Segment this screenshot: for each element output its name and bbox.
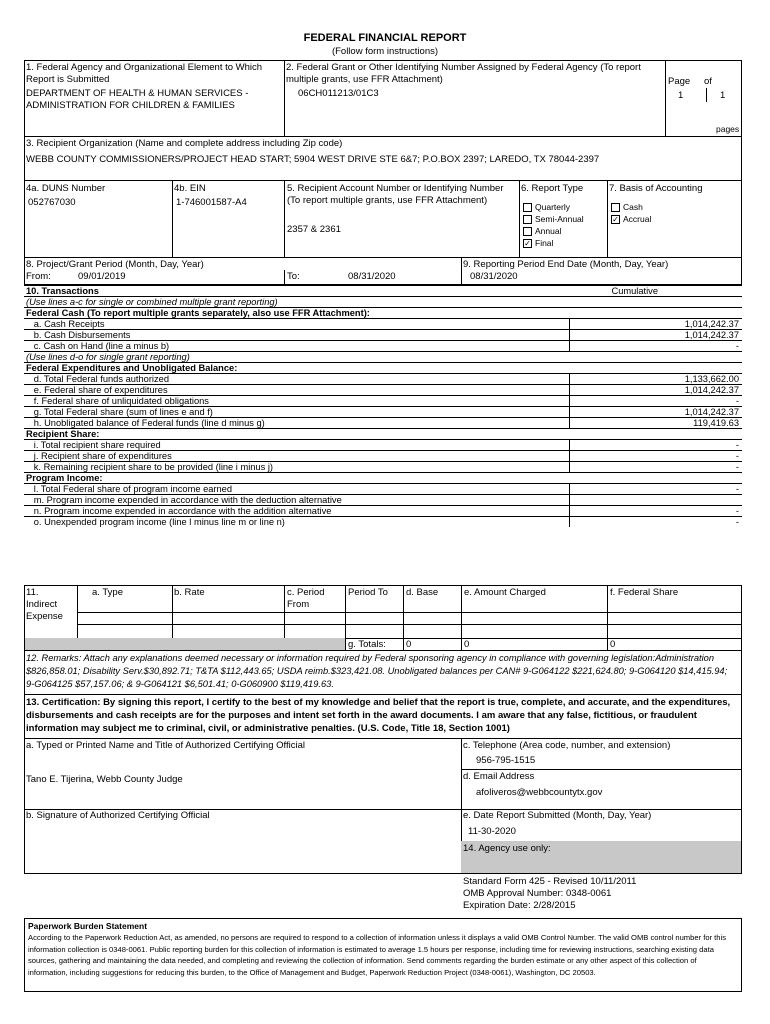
transaction-row (24, 296, 742, 307)
reporting-end-value[interactable]: 08/31/2020 (470, 271, 518, 282)
remarks-text[interactable]: 12. Remarks: Attach any explanations deemed necessary or information required by Federal sponsoring agency in compliance with governing legislation:Administration $826,858.01; Disability Serv.$30,892.71; T&TA $112,443.65; USDA reimb.$323,421.08. Unobligated balances per CAN# 9-G064122 $221,624.80; 9-G064120 $14,415.94; 9-G064125 $57,157.06; & 9-G064121 $6,501.41; 0-G060900 $119,419.63. (26, 653, 728, 689)
basis-cash[interactable]: Cash (611, 201, 651, 213)
transaction-row (24, 406, 742, 417)
transactions-header: 10. Transactions Cumulative (24, 285, 742, 296)
box1-value[interactable]: DEPARTMENT OF HEALTH & HUMAN SERVICES - ADMINISTRATION FOR CHILDREN & FAMILIES (26, 88, 249, 111)
email-label: d. Email Address (463, 771, 535, 782)
certification-text: 13. Certification: By signing this report, I certify to the best of my knowledge and belief that the report is true, complete, and accurate, and the expenditures, disbursements and cash receipts are for the purposes and intent set forth in the award documents. I am aware that any false, fictitious, or fraudulent information may subject me to criminal, civil, or administrative penalties. (U.S. Code, Title 18, Section 1001) (26, 697, 731, 734)
signature-label: b. Signature of Authorized Certifying Official (26, 810, 210, 821)
reporting-end-label: 9. Reporting Period End Date (Month, Day, Year) (463, 259, 669, 270)
transaction-label: Federal Expenditures and Unobligated Balance: (26, 363, 238, 373)
duns-label: 4a. DUNS Number (26, 183, 106, 194)
transaction-row (24, 494, 742, 505)
transaction-row (24, 318, 742, 329)
transaction-value[interactable]: - (735, 517, 739, 527)
transaction-label: k. Remaining recipient share to be provided (line i minus j) (26, 462, 273, 472)
transaction-row (24, 516, 742, 527)
form-subtitle: (Follow form instructions) (331, 46, 439, 57)
page-label: Page (668, 76, 691, 87)
transaction-row (24, 384, 742, 395)
form-number: Standard Form 425 - Revised 10/11/2011 (463, 876, 637, 887)
email-value[interactable]: afoliveros@webbcountytx.gov (476, 787, 603, 798)
transaction-label: c. Cash on Hand (line a minus b) (26, 341, 170, 351)
report-type-final[interactable]: ✓ Final (524, 238, 554, 249)
col-rate: b. Rate (174, 587, 205, 598)
transaction-value[interactable]: - (735, 506, 739, 516)
transaction-value[interactable]: - (735, 396, 739, 406)
transaction-label: n. Program income expended in accordance with the addition alternative (26, 506, 332, 516)
box2-label: 2. Federal Grant or Other Identifying Number Assigned by Federal Agency (To report multiple grants, use FFR Attachment) (286, 62, 641, 85)
total-base[interactable]: 0 (406, 639, 412, 650)
totals-shaded (25, 638, 345, 650)
transaction-label: Program Income: (26, 473, 103, 483)
transaction-row (24, 450, 742, 461)
omb-number: OMB Approval Number: 0348-0061 (463, 888, 612, 899)
transaction-label: d. Total Federal funds authorized (26, 374, 169, 384)
expiration-date: Expiration Date: 2/28/2015 (463, 900, 576, 911)
transaction-row (24, 395, 742, 406)
signature-field[interactable] (30, 824, 450, 870)
transaction-value[interactable]: 1,014,242.37 (684, 385, 739, 395)
col-type: a. Type (92, 587, 123, 598)
duns-value[interactable]: 052767030 (28, 197, 76, 208)
from-value[interactable]: 09/01/2019 (78, 271, 126, 282)
report-type-label: 6. Report Type (521, 183, 584, 194)
transaction-row (24, 461, 742, 472)
transaction-row (24, 417, 742, 428)
col-period-to: Period To (348, 587, 388, 598)
transaction-label: m. Program income expended in accordance with the deduction alternative (26, 495, 342, 505)
date-label: e. Date Report Submitted (Month, Day, Year) (463, 810, 652, 821)
transaction-row (24, 307, 742, 318)
transaction-row (24, 373, 742, 384)
transaction-row (24, 483, 742, 494)
transaction-label: o. Unexpended program income (line l minus line m or line n) (26, 517, 285, 527)
transaction-row (24, 362, 742, 373)
basis-accrual[interactable]: ✓ Accrual (612, 214, 652, 225)
transaction-value[interactable]: - (735, 451, 739, 461)
col-amount: e. Amount Charged (464, 587, 546, 598)
transaction-label: i. Total recipient share required (26, 440, 161, 450)
report-type-annual[interactable]: Annual (523, 225, 584, 237)
transaction-value[interactable]: 1,014,242.37 (684, 319, 739, 329)
box5-value[interactable]: 2357 & 2361 (287, 224, 341, 235)
transaction-label: b. Cash Disbursements (26, 330, 131, 340)
phone-value[interactable]: 956-795-1515 (476, 755, 536, 766)
page-total[interactable]: 1 (720, 90, 726, 101)
transaction-label: e. Federal share of expenditures (26, 385, 168, 395)
total-federal[interactable]: 0 (610, 639, 616, 650)
page-number[interactable]: 1 (678, 90, 684, 101)
report-type-semiannual[interactable]: Semi-Annual (523, 213, 584, 225)
transaction-row (24, 351, 742, 362)
box1-label: 1. Federal Agency and Organizational Element to Which Report is Submitted (26, 62, 263, 85)
burden-statement (24, 918, 742, 992)
to-label: To: (287, 271, 300, 282)
transaction-value[interactable]: 1,014,242.37 (684, 407, 739, 417)
transaction-label: Federal Cash (To report multiple grants separately, also use FFR Attachment): (26, 308, 370, 318)
agency-use-label: 14. Agency use only: (463, 843, 551, 854)
transaction-row (24, 505, 742, 516)
pages-label: pages (716, 124, 740, 134)
date-value[interactable]: 11-30-2020 (468, 826, 516, 837)
transaction-label: h. Unobligated balance of Federal funds (line d minus g) (26, 418, 265, 428)
basis-options (611, 201, 651, 225)
ein-label: 4b. EIN (174, 183, 206, 194)
transaction-value[interactable]: 119,419.63 (693, 418, 739, 428)
transaction-label: f. Federal share of unliquidated obligations (26, 396, 209, 406)
transaction-label: (Use lines a-c for single or combined multiple grant reporting) (26, 297, 278, 307)
phone-label: c. Telephone (Area code, number, and extension) (463, 740, 671, 751)
transaction-value[interactable]: 1,133,662.00 (684, 374, 739, 384)
transaction-row (24, 472, 742, 483)
transaction-value[interactable]: - (735, 440, 739, 450)
burden-text: According to the Paperwork Reduction Act, as amended, no persons are required to respond to a collection of information unless it displays a valid OMB Control Number. The valid OMB control number for this information collection is 0348-0061. Public reporting burden for this collection of information is estimated to average 1.5 hours per response, including time for reviewing instructions, searching existing data sources, gathering and maintaining the data needed, and completing and reviewing the collection of information. Send comments regarding the burden estimate or any other aspect of this collection of information, including suggestions for reducing this burden, to the Office of Management and Budget, Paperwork Reduction Project (0348-0061), Washington, DC 20503. (28, 933, 726, 977)
transaction-row (24, 439, 742, 450)
transaction-label: Recipient Share: (26, 429, 100, 439)
total-amount[interactable]: 0 (464, 639, 470, 650)
transaction-row (24, 329, 742, 340)
transaction-label: g. Total Federal share (sum of lines e and f) (26, 407, 213, 417)
from-label: From: (26, 271, 51, 282)
box5-label: 5. Recipient Account Number or Identifying Number (To report multiple grants, use FFR Attachment) (287, 183, 504, 206)
transaction-label: l. Total Federal share of program income earned (26, 484, 233, 494)
of-label: of (704, 76, 712, 87)
to-value[interactable]: 08/31/2020 (348, 271, 396, 282)
indirect-expense-label: 11. Indirect Expense (26, 587, 63, 622)
transaction-row (24, 428, 742, 439)
col-base: d. Base (406, 587, 439, 598)
ein-value[interactable]: 1-746001587-A4 (176, 197, 247, 208)
certifier-name[interactable]: Tano E. Tijerina, Webb County Judge (26, 774, 183, 785)
box3-label: 3. Recipient Organization (Name and complete address including Zip code) (26, 138, 343, 149)
totals-label: g. Totals: (348, 639, 386, 650)
report-type-quarterly[interactable]: Quarterly (523, 201, 584, 213)
project-period-label: 8. Project/Grant Period (Month, Day, Year) (26, 259, 204, 270)
certifier-name-label: a. Typed or Printed Name and Title of Authorized Certifying Official (26, 740, 305, 751)
transaction-label: a. Cash Receipts (26, 319, 105, 329)
report-type-options (523, 201, 584, 249)
transaction-label: (Use lines d-o for single grant reporting) (26, 352, 190, 362)
transaction-row (24, 340, 742, 351)
transaction-value[interactable]: 1,014,242.37 (684, 330, 739, 340)
transaction-label: j. Recipient share of expenditures (26, 451, 172, 461)
col-period-from: c. Period From (287, 587, 325, 610)
transaction-value[interactable]: - (735, 341, 739, 351)
box2-value[interactable]: 06CH011213/01C3 (298, 88, 379, 99)
burden-title: Paperwork Burden Statement (28, 921, 148, 931)
col-federal-share: f. Federal Share (610, 587, 679, 598)
basis-label: 7. Basis of Accounting (609, 183, 703, 194)
transaction-value[interactable]: - (735, 484, 739, 494)
transaction-value[interactable]: - (735, 462, 739, 472)
box3-value[interactable]: WEBB COUNTY COMMISSIONERS/PROJECT HEAD START; 5904 WEST DRIVE STE 6&7; P.O.BOX 2397; LAREDO, TX 78044-2397 (26, 154, 600, 165)
form-title: FEDERAL FINANCIAL REPORT (303, 32, 467, 44)
